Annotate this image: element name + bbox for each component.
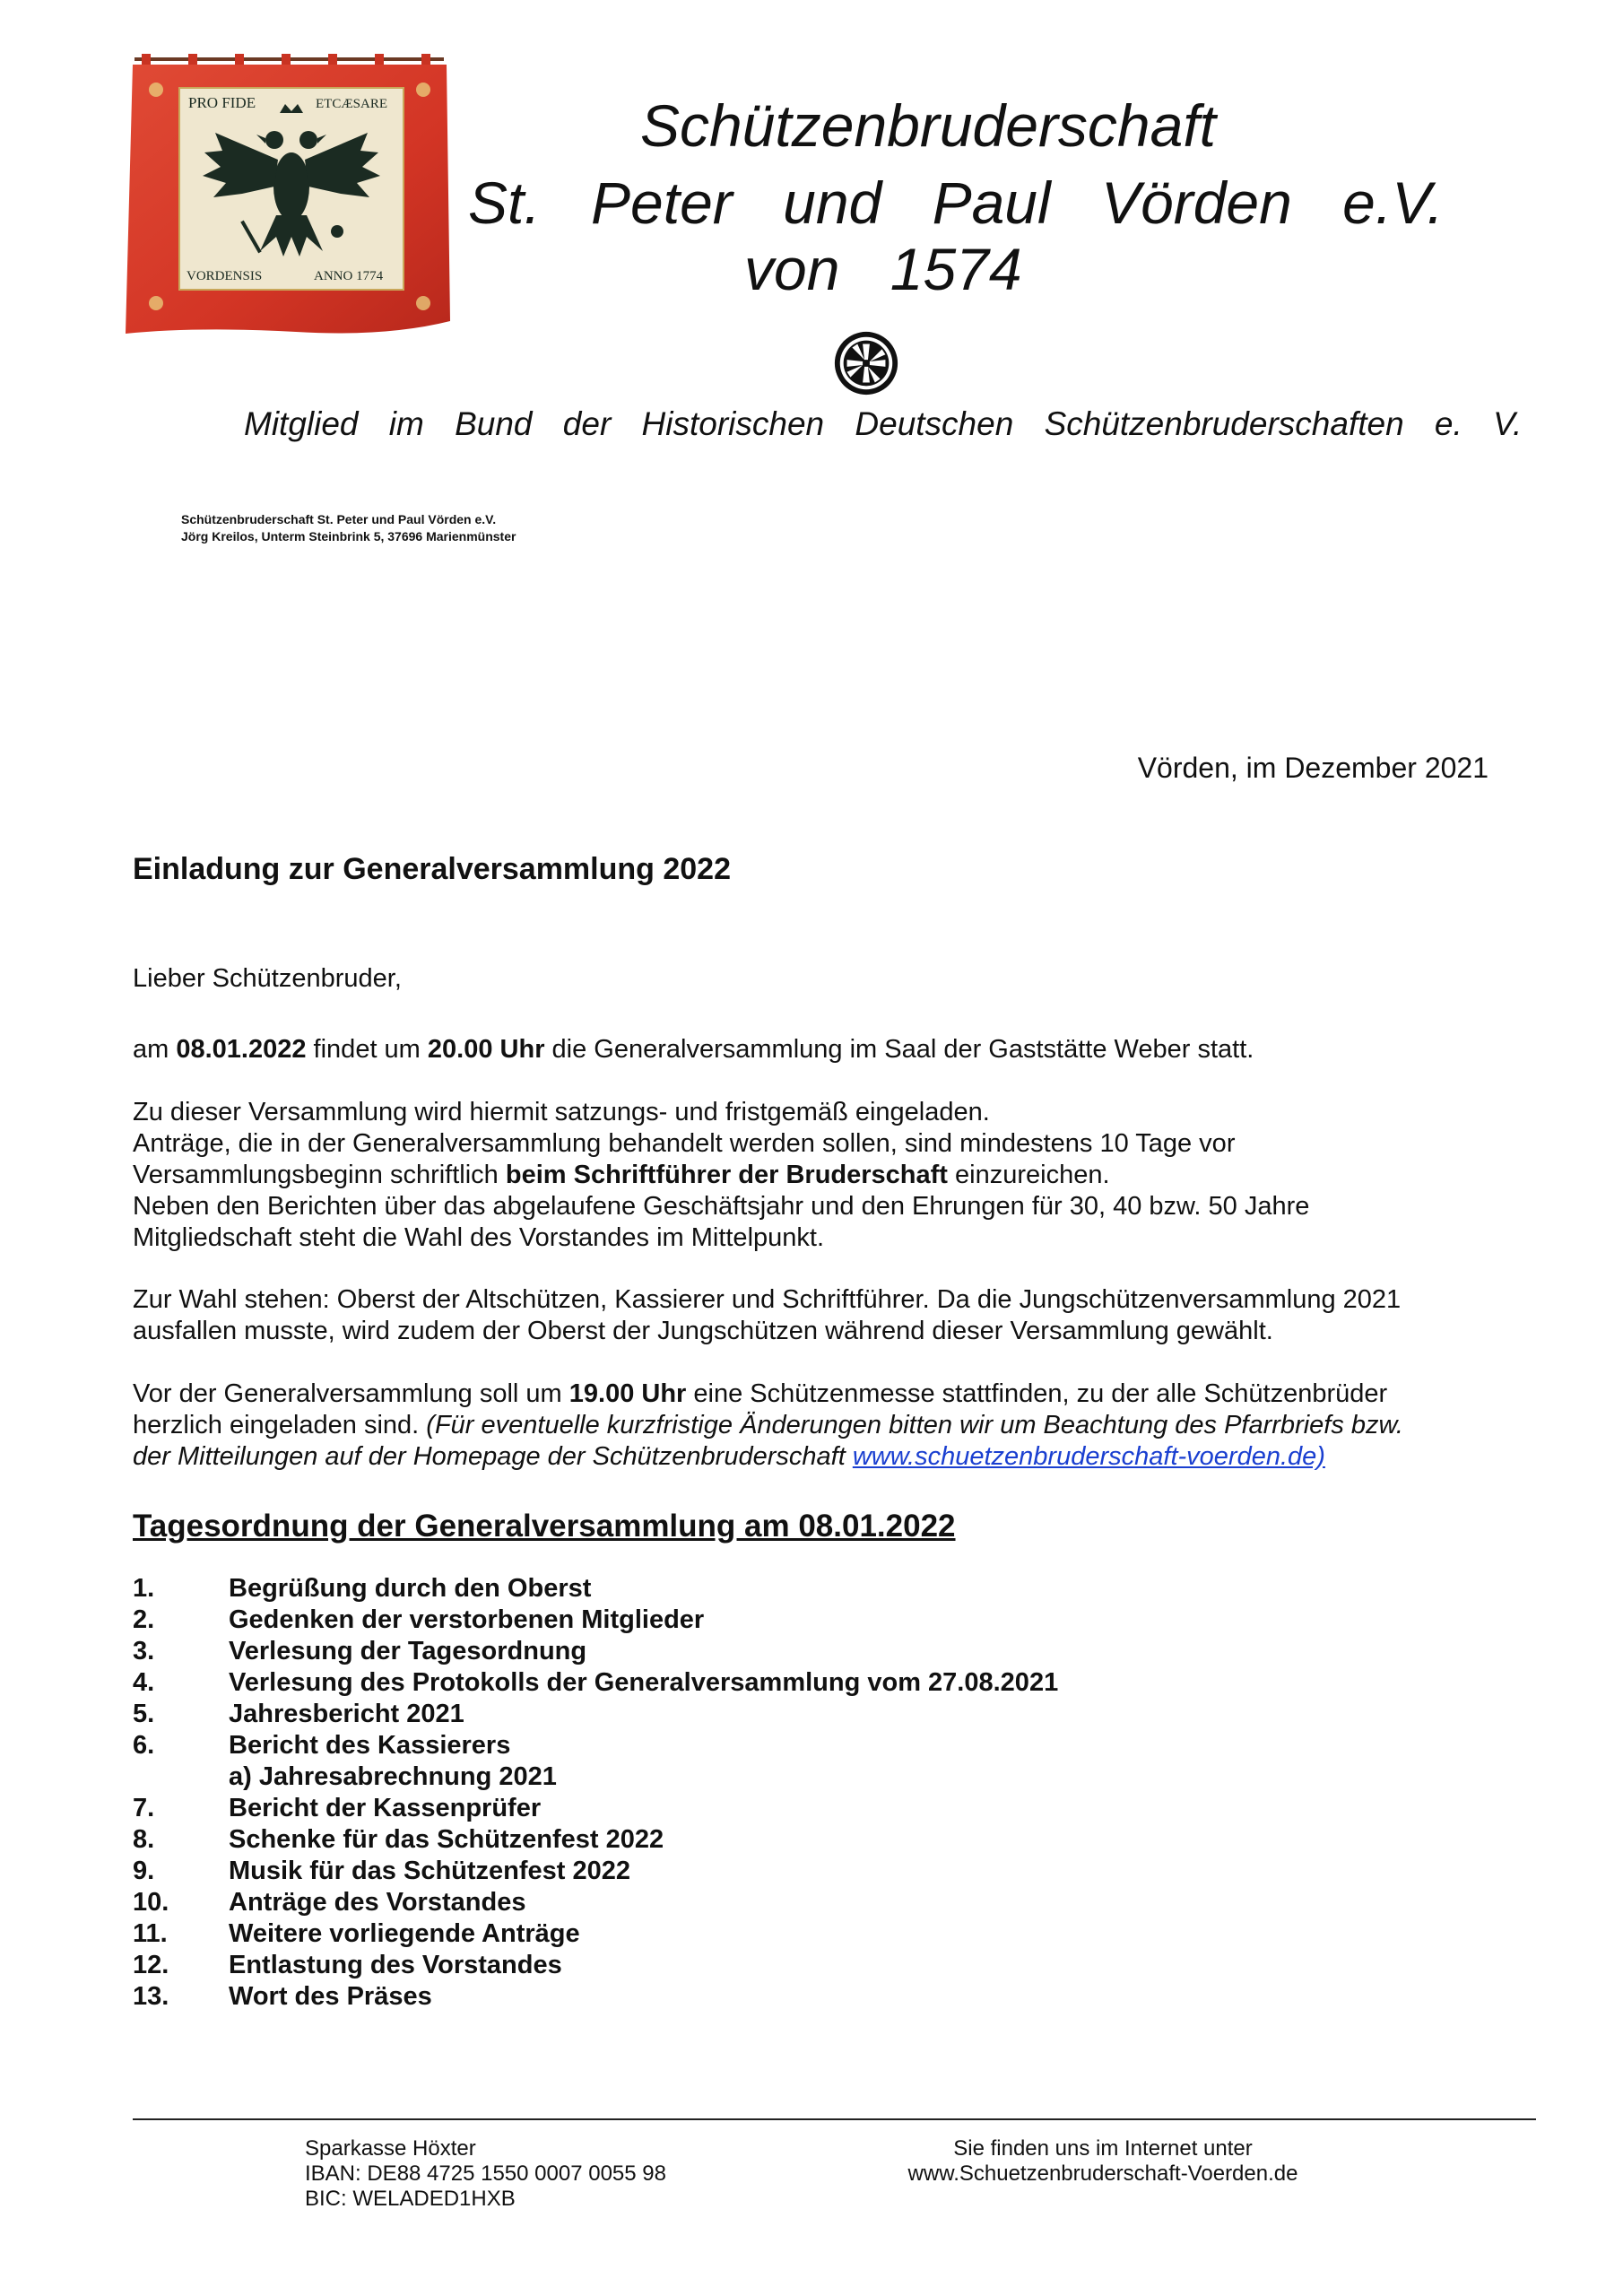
letter-subject: Einladung zur Generalversammlung 2022 <box>133 852 732 886</box>
agenda-number: 2. <box>133 1605 155 1634</box>
organization-title: Schützenbruderschaft <box>639 92 1217 159</box>
homepage-link[interactable]: www.schuetzenbruderschaft-voerden.de) <box>852 1442 1325 1471</box>
agenda-item <box>133 1824 1058 1856</box>
agenda-item <box>133 1573 1058 1605</box>
membership-line: Mitglied im Bund der Historischen Deutschen Schützenbruderschaften e. V. <box>244 405 1523 442</box>
paragraph-election <box>133 1284 1496 1347</box>
text: die Generalversammlung im Saal der Gaststätte Weber statt. <box>544 1035 1254 1064</box>
text-line: Neben den Berichten über das abgelaufene Geschäftsjahr und den Ehrungen für 30, 40 bzw. 50 Jahre <box>133 1192 1310 1221</box>
text-bold: beim Schriftführer der Bruderschaft <box>505 1161 948 1189</box>
text-line: Mitgliedschaft steht die Wahl des Vorstandes im Mittelpunkt. <box>133 1223 825 1252</box>
bank-name: Sparkasse Höxter <box>305 2136 476 2161</box>
agenda-text: Bericht der Kassenprüfer <box>229 1794 542 1822</box>
agenda-item <box>133 1887 1058 1918</box>
paragraph-mass <box>133 1378 1496 1473</box>
meeting-time: 20.00 Uhr <box>427 1035 545 1064</box>
agenda-number <box>133 1761 229 1793</box>
text-line: ausfallen musste, wird zudem der Oberst der Jungschützen während dieser Versammlung gewählt. <box>133 1317 1273 1345</box>
meeting-date: 08.01.2022 <box>176 1035 307 1064</box>
agenda-item <box>133 1981 1058 2013</box>
text: Versammlungsbeginn schriftlich <box>133 1161 506 1189</box>
web-label: Sie finden uns im Internet unter <box>953 2136 1253 2161</box>
agenda-text: Begrüßung durch den Oberst <box>229 1574 592 1603</box>
text: herzlich eingeladen sind. <box>133 1411 427 1439</box>
agenda-number: 10. <box>133 1888 169 1917</box>
banner-text-top-left: PRO FIDE <box>188 94 256 111</box>
agenda-item <box>133 1605 1058 1636</box>
paragraph-invitation <box>133 1097 1496 1254</box>
date-line: Vörden, im Dezember 2021 <box>1137 752 1488 784</box>
agenda-text: Musik für das Schützenfest 2022 <box>229 1857 631 1885</box>
bank-bic: BIC: WELADED1HXB <box>305 2187 516 2211</box>
organization-founding: von 1574 <box>744 236 1022 302</box>
agenda-number: 8. <box>133 1825 155 1854</box>
sender-line: Schützenbruderschaft St. Peter und Paul Vörden e.V. <box>181 512 497 526</box>
agenda-item <box>133 1950 1058 1981</box>
agenda-list <box>133 1573 1058 2013</box>
agenda-item <box>133 1793 1058 1824</box>
text-line: Zu dieser Versammlung wird hiermit satzungs- und fristgemäß eingeladen. <box>133 1098 990 1126</box>
footer-bank-details <box>305 2136 666 2212</box>
agenda-item <box>133 1636 1058 1667</box>
agenda-item <box>133 1699 1058 1730</box>
agenda-number: 5. <box>133 1700 155 1728</box>
bank-iban: IBAN: DE88 4725 1550 0007 0055 98 <box>305 2161 666 2186</box>
text-line: Anträge, die in der Generalversammlung behandelt werden sollen, sind mindestens 10 Tage vor <box>133 1129 1236 1158</box>
agenda-number: 12. <box>133 1951 169 1979</box>
sender-line: Jörg Kreilos, Unterm Steinbrink 5, 37696 Marienmünster <box>181 529 516 544</box>
agenda-subitem <box>133 1761 1058 1793</box>
banner-text-top-right: ETCÆSARE <box>316 97 388 111</box>
paragraph-meeting <box>133 1034 1496 1065</box>
salutation-text: Lieber Schützenbruder, <box>133 964 402 993</box>
agenda-text: Jahresbericht 2021 <box>229 1700 464 1728</box>
text: Vor der Generalversammlung soll um <box>133 1379 569 1408</box>
agenda-text: Anträge des Vorstandes <box>229 1888 526 1917</box>
organization-subtitle: St. Peter und Paul Vörden e.V. <box>468 170 1444 236</box>
banner-text-bottom-right: ANNO 1774 <box>314 269 384 283</box>
agenda-number: 11. <box>133 1919 168 1948</box>
agenda-number: 1. <box>133 1574 155 1603</box>
web-url[interactable]: www.Schuetzenbruderschaft-Voerden.de <box>907 2161 1298 2186</box>
agenda-item <box>133 1730 1058 1761</box>
agenda-text: Wort des Präses <box>229 1982 432 2011</box>
banner-text-bottom-left: VORDENSIS <box>187 269 263 283</box>
agenda-item <box>133 1667 1058 1699</box>
agenda-number: 13. <box>133 1982 169 2011</box>
agenda-text: Bericht des Kassierers <box>229 1731 511 1760</box>
agenda-number: 4. <box>133 1668 155 1697</box>
agenda-text: Entlastung des Vorstandes <box>229 1951 562 1979</box>
agenda-text: Weitere vorliegende Anträge <box>229 1919 580 1948</box>
cross-emblem-icon <box>831 328 901 398</box>
agenda-text: Schenke für das Schützenfest 2022 <box>229 1825 664 1854</box>
text: eine Schützenmesse stattfinden, zu der alle Schützenbrüder <box>686 1379 1388 1408</box>
text: am <box>133 1035 177 1064</box>
agenda-text: Verlesung des Protokolls der Generalversammlung vom 27.08.2021 <box>229 1668 1059 1697</box>
agenda-item <box>133 1856 1058 1887</box>
salutation <box>133 963 1496 995</box>
text-line: Zur Wahl stehen: Oberst der Altschützen, Kassierer und Schriftführer. Da die Jungschützenversammlung 2021 <box>133 1285 1402 1314</box>
agenda-text: Verlesung der Tagesordnung <box>229 1637 587 1665</box>
footer-web <box>897 2136 1309 2187</box>
mass-time: 19.00 Uhr <box>568 1379 687 1408</box>
text-italic: der Mitteilungen auf der Homepage der Schützenbruderschaft <box>133 1442 853 1471</box>
agenda-number: 6. <box>133 1731 155 1760</box>
text: findet um <box>306 1035 428 1064</box>
agenda-number: 9. <box>133 1857 155 1885</box>
agenda-number: 7. <box>133 1794 155 1822</box>
agenda-number: 3. <box>133 1637 155 1665</box>
agenda-text: Gedenken der verstorbenen Mitglieder <box>229 1605 705 1634</box>
agenda-text: a) Jahresabrechnung 2021 <box>229 1762 557 1791</box>
agenda-title: Tagesordnung der Generalversammlung am 08.01.2022 <box>133 1509 956 1544</box>
agenda-item <box>133 1918 1058 1950</box>
sender-address <box>181 511 516 545</box>
text: einzureichen. <box>947 1161 1110 1189</box>
text-italic: (Für eventuelle kurzfristige Änderungen bitten wir um Beachtung des Pfarrbriefs bzw. <box>426 1411 1403 1439</box>
footer-divider <box>133 2118 1536 2120</box>
